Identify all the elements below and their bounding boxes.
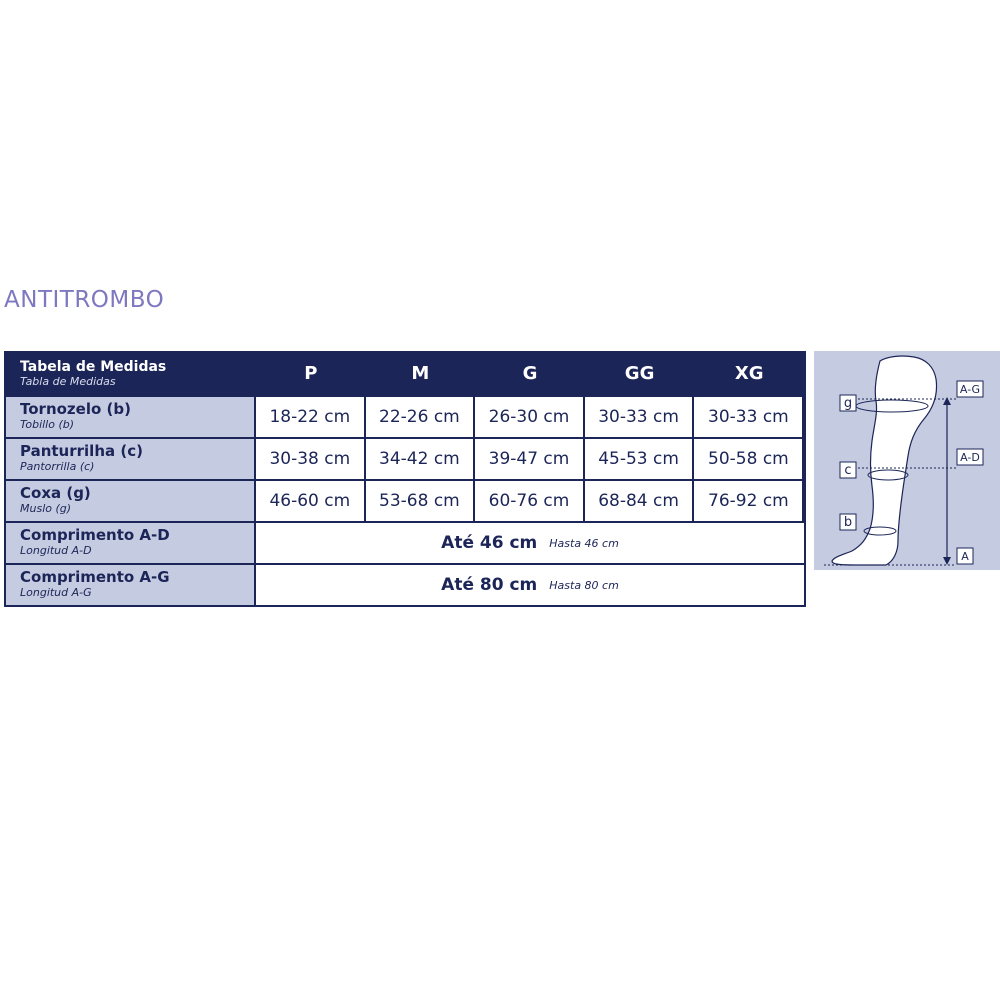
row-label-es: Longitud A-D [20,544,92,557]
row-label [6,439,254,479]
marker-c-label: c [844,463,852,478]
size-header-gg: GG [624,363,655,384]
table-cell: 30-38 cm [256,439,364,479]
table-cell: 45-53 cm [585,439,693,479]
row-label [6,397,254,437]
row-label-pt: Comprimento A-D [20,526,170,544]
span-value-es: Hasta 46 cm [549,536,619,550]
row-label-es: Pantorrilla (c) [20,460,95,473]
row-label [6,481,254,521]
level-ad-label: A-D [960,451,980,464]
span-value-pt: Até 80 cm [441,575,538,595]
row-label-es: Tobillo (b) [20,418,75,431]
page-title: ANTITROMBO [4,287,165,313]
row-label-pt: Coxa (g) [20,484,91,502]
table-cell: 39-47 cm [475,439,583,479]
leg-outline [832,356,937,565]
table-cell: 22-26 cm [366,397,474,437]
row-label [6,565,254,605]
table-span-cell [256,523,804,563]
leg-measurement-diagram [814,351,1000,570]
table-row [6,565,804,605]
leg-diagram-svg [814,351,1000,570]
row-label-es: Muslo (g) [20,502,72,515]
table-header-row [6,353,804,395]
marker-b-label: b [843,515,853,530]
table-cell: 60-76 cm [475,481,583,521]
table-cell: 46-60 cm [256,481,364,521]
table-row [6,397,802,437]
row-label-es: Longitud A-G [20,586,92,599]
marker-g-label: g [843,396,853,411]
table-cell: 34-42 cm [366,439,474,479]
table-cell: 68-84 cm [585,481,693,521]
row-label-pt: Panturrilha (c) [20,442,143,460]
header-label-es: Tabla de Medidas [20,375,116,388]
size-table [4,351,806,607]
table-cell: 30-33 cm [694,397,802,437]
span-value-es: Hasta 80 cm [549,578,619,592]
table-cell: 30-33 cm [585,397,693,437]
level-ag-label: A-G [959,383,981,396]
table-cell: 26-30 cm [475,397,583,437]
table-cell: 53-68 cm [366,481,474,521]
row-label-pt: Tornozelo (b) [20,400,131,418]
row-label [6,523,254,563]
size-header-xg: XG [734,363,764,384]
table-row [6,439,802,479]
table-row [6,523,804,563]
size-header-m: M [411,363,430,384]
arrow-head-bottom [943,557,951,565]
table-cell: 18-22 cm [256,397,364,437]
size-header-g: G [522,363,538,384]
size-header-p: P [304,363,318,384]
arrow-head-top [943,397,951,405]
table-row [6,481,802,521]
table-cell: 50-58 cm [694,439,802,479]
level-a-label: A [961,550,969,563]
table-span-cell [256,565,804,605]
table-cell: 76-92 cm [694,481,802,521]
row-label-pt: Comprimento A-G [20,568,170,586]
header-label-pt: Tabela de Medidas [20,359,167,375]
span-value-pt: Até 46 cm [441,533,538,553]
header-label [6,353,256,395]
